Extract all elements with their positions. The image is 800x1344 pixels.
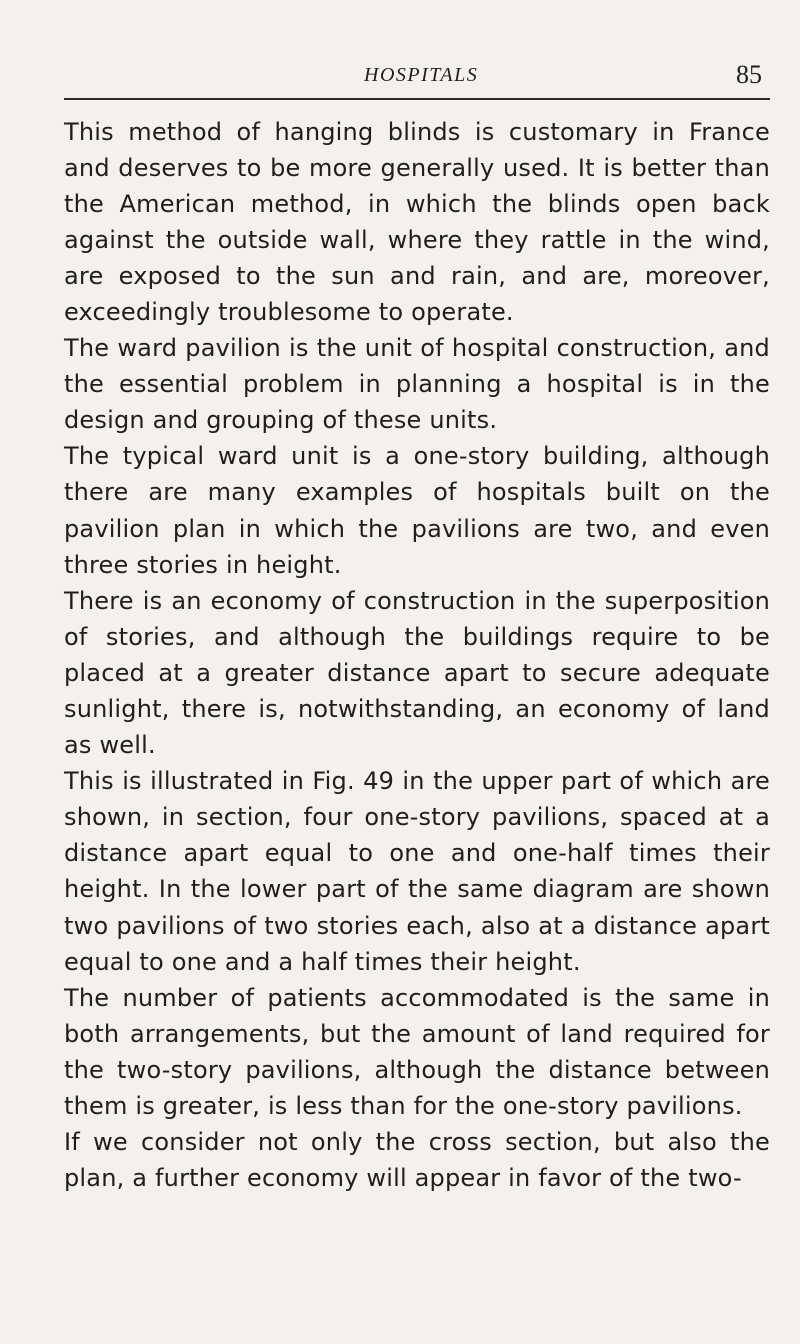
running-head — [64, 62, 770, 98]
book-page — [64, 62, 770, 1196]
paragraph: The typical ward unit is a one-story building, although there are many examples of hospitals built on the pavilion plan in which the pavilions are two, and even three stories in height. — [64, 442, 770, 579]
body-text — [64, 114, 770, 1197]
paragraph: If we consider not only the cross section, but also the plan, a further economy will appear in favor of the two- — [64, 1128, 770, 1193]
running-title: HOSPITALS — [364, 64, 479, 86]
paragraph: This method of hanging blinds is customary in France and deserves to be more generally used. It is better than the American method, in which the blinds open back against the outside wall, where they rattle in the wind, are exposed to the sun and rain, and are, moreover, exceedingly troublesome to operate. — [64, 117, 770, 326]
paragraph: The ward pavilion is the unit of hospital construction, and the essential problem in planning a hospital is in the design and grouping of these units. — [64, 334, 770, 435]
page-number: 85 — [736, 60, 762, 89]
paragraph: The number of patients accommodated is the same in both arrangements, but the amount of land required for the two-story pavilions, although the distance between them is greater, is less than for the one-story pavilions. — [64, 983, 770, 1121]
header-rule — [64, 98, 770, 100]
paragraph: This is illustrated in Fig. 49 in the upper part of which are shown, in section, four one-story pavilions, spaced at a distance apart equal to one and one-half times their height. In the lower part of the same diagram are shown two pavilions of two stories each, also at a distance apart equal to one and a half times their height. — [64, 767, 770, 976]
paragraph: There is an economy of construction in the superposition of stories, and although the buildings require to be placed at a greater distance apart to secure adequate sunlight, there is, notwithstanding, an economy of land as well. — [64, 586, 770, 760]
